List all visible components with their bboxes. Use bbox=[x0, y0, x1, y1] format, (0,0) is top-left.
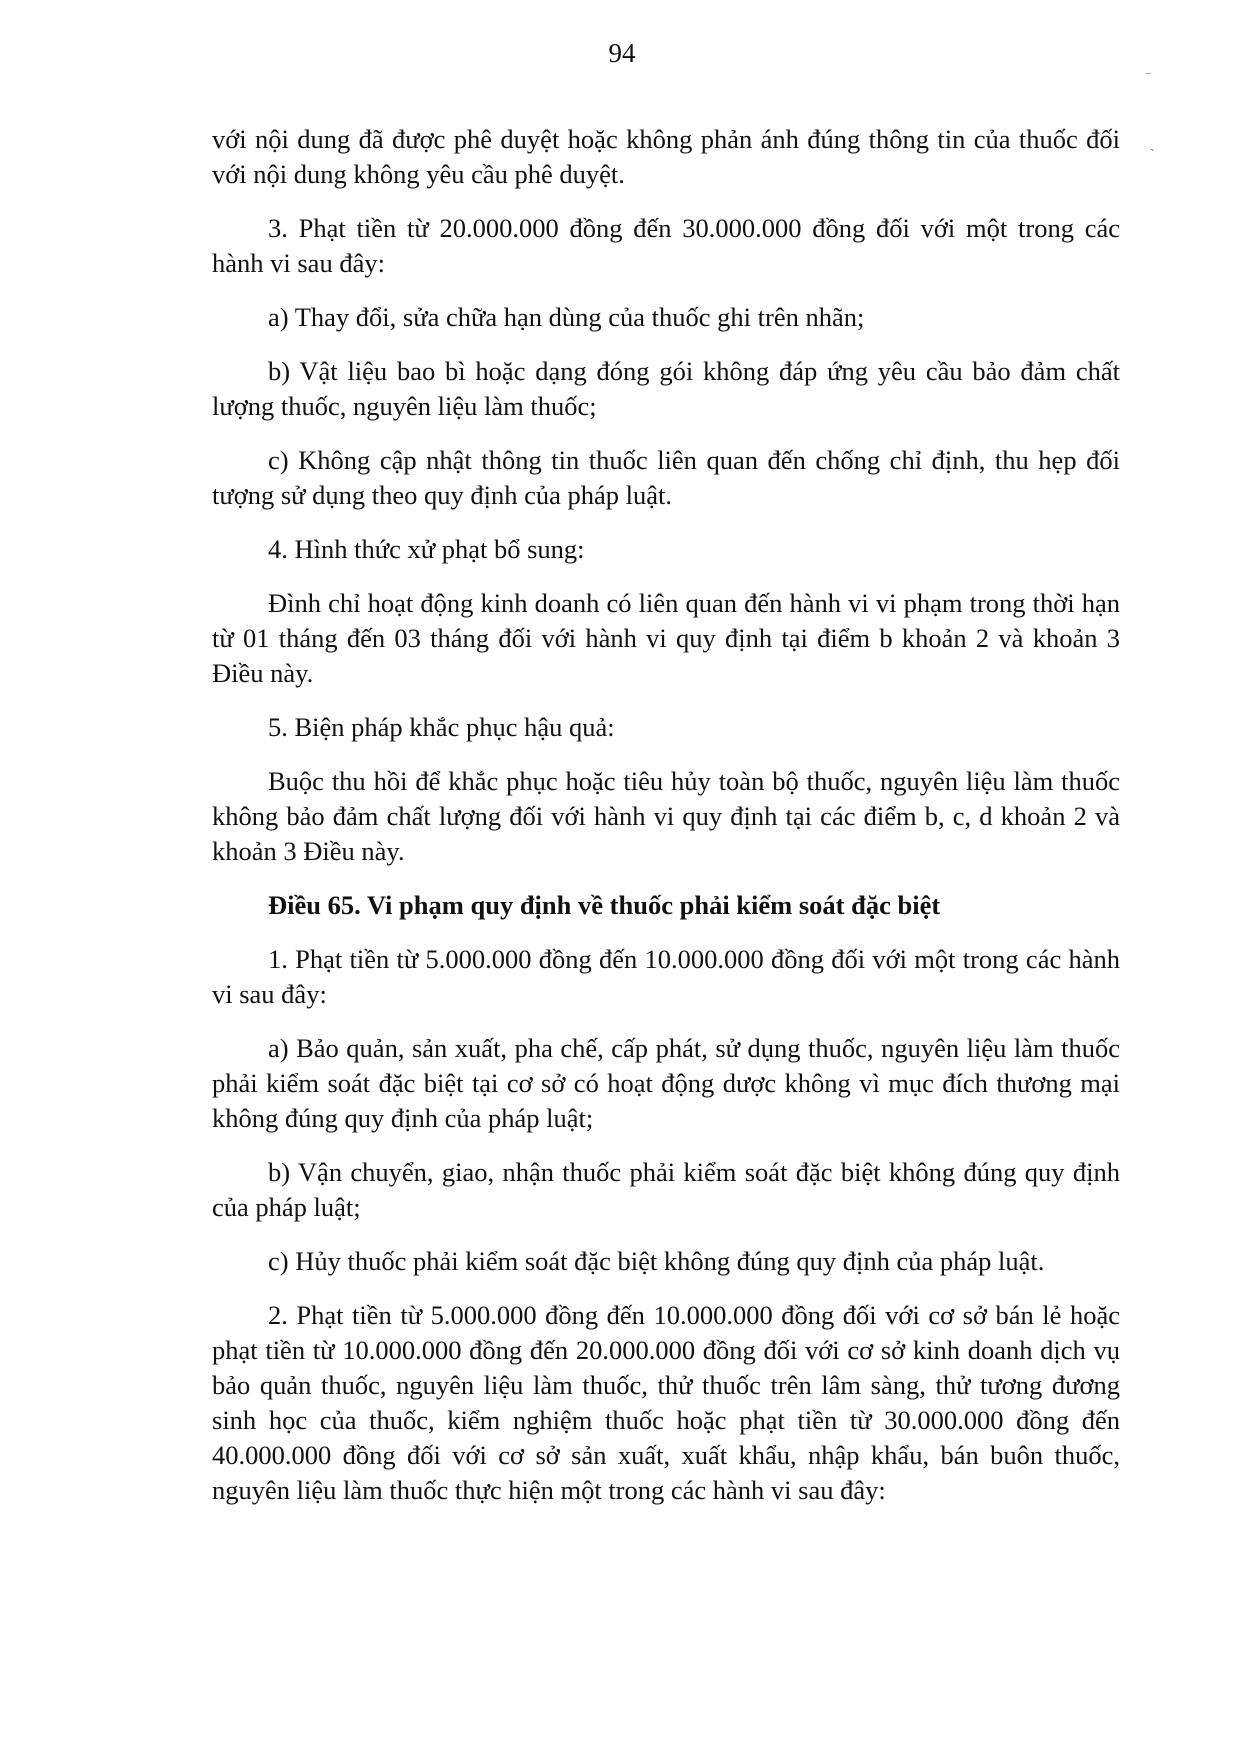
paragraph-7: 5. Biện pháp khắc phục hậu quả: bbox=[268, 712, 615, 742]
document-body bbox=[212, 122, 1120, 1527]
paragraph-5: 4. Hình thức xử phạt bổ sung: bbox=[268, 534, 585, 564]
scan-speck-mark: ˏ bbox=[1150, 137, 1155, 152]
paragraph-8: Buộc thu hồi để khắc phục hoặc tiêu hủy toàn bộ thuốc, nguyên liệu làm thuốc không bảo đảm chất lượng đối với hành vi quy định tại các điểm b, c, d khoản 2 và khoản 3 Điều này. bbox=[212, 766, 1120, 866]
paragraph-0: với nội dung đã được phê duyệt hoặc không phản ánh đúng thông tin của thuốc đối với nội dung không yêu cầu phê duyệt. bbox=[212, 124, 1120, 189]
paragraph-10: 1. Phạt tiền từ 5.000.000 đồng đến 10.000.000 đồng đối với một trong các hành vi sau đây: bbox=[212, 944, 1120, 1009]
paragraph-12: b) Vận chuyển, giao, nhận thuốc phải kiểm soát đặc biệt không đúng quy định của pháp luật; bbox=[212, 1157, 1120, 1222]
paragraph-6: Đình chỉ hoạt động kinh doanh có liên quan đến hành vi vi phạm trong thời hạn từ 01 tháng đến 03 tháng đối với hành vi quy định tại điểm b khoản 2 và khoản 3 Điều này. bbox=[212, 588, 1120, 688]
paragraph-4: c) Không cập nhật thông tin thuốc liên quan đến chống chỉ định, thu hẹp đối tượng sử dụng theo quy định của pháp luật. bbox=[212, 445, 1120, 510]
scan-speck-mark: ‾ bbox=[1146, 73, 1151, 88]
page-number: 94 bbox=[608, 38, 636, 68]
paragraph-14: 2. Phạt tiền từ 5.000.000 đồng đến 10.000.000 đồng đối với cơ sở bán lẻ hoặc phạt tiền từ 10.000.000 đồng đến 20.000.000 đồng đối với cơ sở kinh doanh dịch vụ bảo quản thuốc, nguyên liệu làm thuốc, thử thuốc trên lâm sàng, thử tương đương sinh học của thuốc, kiểm nghiệm thuốc hoặc phạt tiền từ 30.000.000 đồng đến 40.000.000 đồng đối với cơ sở sản xuất, xuất khẩu, nhập khẩu, bán buôn thuốc, nguyên liệu làm thuốc thực hiện một trong các hành vi sau đây: bbox=[212, 1300, 1120, 1505]
paragraph-3: b) Vật liệu bao bì hoặc dạng đóng gói không đáp ứng yêu cầu bảo đảm chất lượng thuốc, nguyên liệu làm thuốc; bbox=[212, 356, 1120, 421]
article-heading: Điều 65. Vi phạm quy định về thuốc phải kiểm soát đặc biệt bbox=[268, 890, 941, 920]
paragraph-11: a) Bảo quản, sản xuất, pha chế, cấp phát, sử dụng thuốc, nguyên liệu làm thuốc phải kiểm soát đặc biệt tại cơ sở có hoạt động dược không vì mục đích thương mại không đúng quy định của pháp luật; bbox=[212, 1033, 1120, 1133]
paragraph-1: 3. Phạt tiền từ 20.000.000 đồng đến 30.000.000 đồng đối với một trong các hành vi sau đây: bbox=[212, 213, 1120, 278]
paragraph-13: c) Hủy thuốc phải kiểm soát đặc biệt không đúng quy định của pháp luật. bbox=[268, 1246, 1045, 1276]
paragraph-2: a) Thay đổi, sửa chữa hạn dùng của thuốc ghi trên nhãn; bbox=[268, 302, 865, 332]
